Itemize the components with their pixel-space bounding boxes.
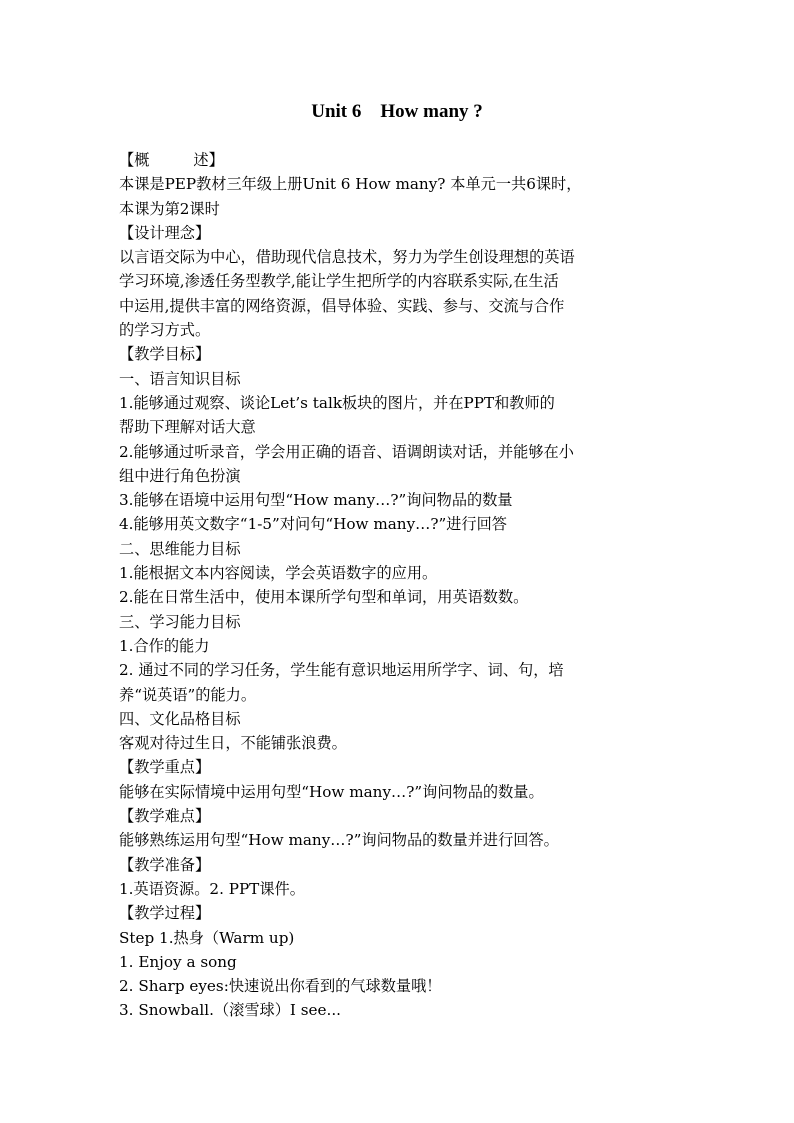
document-body bbox=[119, 148, 684, 1023]
text-line: 学习环境,渗透任务型教学,能让学生把所学的内容联系实际,在生活 bbox=[119, 272, 559, 291]
text-line: 能够熟练运用句型“How many…?”询问物品的数量并进行回答。 bbox=[119, 831, 559, 850]
text-line: 组中进行角色扮演 bbox=[119, 466, 241, 485]
text-line: 1.能根据文本内容阅读，学会英语数字的应用。 bbox=[119, 564, 438, 583]
heading-part: 述】 bbox=[193, 151, 224, 169]
text-line: 三、学习能力目标 bbox=[119, 612, 241, 631]
text-line: 四、文化品格目标 bbox=[119, 709, 241, 728]
text-line: 1.能够通过观察、谈论Let’s talk板块的图片，并在PPT和教师的 bbox=[119, 393, 555, 412]
text-line: 2.能够通过听录音，学会用正确的语音、语调朗读对话，并能够在小 bbox=[119, 442, 574, 461]
text-line: 3.能够在语境中运用句型“How many…?”询问物品的数量 bbox=[119, 491, 513, 510]
text-line: 1.合作的能力 bbox=[119, 636, 210, 655]
list-item: 1. Enjoy a song bbox=[119, 952, 237, 971]
list-item: 3. Snowball.（滚雪球）I see... bbox=[119, 1001, 341, 1020]
text-line: 2.能在日常生活中，使用本课所学句型和单词，用英语数数。 bbox=[119, 588, 529, 607]
section-heading-objectives: 【教学目标】 bbox=[119, 345, 211, 364]
section-heading-preparation: 【教学准备】 bbox=[119, 855, 211, 874]
text-line: 2. 通过不同的学习任务，学生能有意识地运用所学字、词、句，培 bbox=[119, 661, 564, 680]
text-line: 帮助下理解对话大意 bbox=[119, 418, 256, 437]
section-heading-key-points: 【教学重点】 bbox=[119, 758, 211, 777]
text-line: 能够在实际情境中运用句型“How many…?”询问物品的数量。 bbox=[119, 782, 544, 801]
text-line: 养“说英语”的能力。 bbox=[119, 685, 257, 704]
heading-part: 【概 bbox=[119, 151, 150, 169]
text-line: 本课是PEP教材三年级上册Unit 6 How many? 本单元一共6课时， bbox=[119, 175, 582, 194]
text-line: 二、思维能力目标 bbox=[119, 539, 241, 558]
page-title: Unit 6 How many ? bbox=[311, 101, 483, 122]
text-line: 客观对待过生日，不能铺张浪费。 bbox=[119, 734, 347, 753]
section-heading-process: 【教学过程】 bbox=[119, 904, 211, 923]
text-line: 本课为第2课时 bbox=[119, 199, 220, 218]
step-heading: Step 1.热身（Warm up) bbox=[119, 928, 295, 947]
section-heading-overview bbox=[119, 148, 684, 172]
section-heading-difficulties: 【教学难点】 bbox=[119, 807, 211, 826]
text-line: 一、语言知识目标 bbox=[119, 369, 241, 388]
text-line: 的学习方式。 bbox=[119, 321, 211, 340]
text-line: 4.能够用英文数字“1-5”对问句“How many…?”进行回答 bbox=[119, 515, 507, 534]
list-item: 2. Sharp eyes:快速说出你看到的气球数量哦！ bbox=[119, 977, 442, 996]
text-line: 1.英语资源。2. PPT课件。 bbox=[119, 879, 305, 898]
text-line: 中运用,提供丰富的网络资源，倡导体验、实践、参与、交流与合作 bbox=[119, 296, 565, 315]
section-heading-concept: 【设计理念】 bbox=[119, 223, 211, 242]
text-line: 以言语交际为中心，借助现代信息技术，努力为学生创设理想的英语 bbox=[119, 248, 575, 267]
